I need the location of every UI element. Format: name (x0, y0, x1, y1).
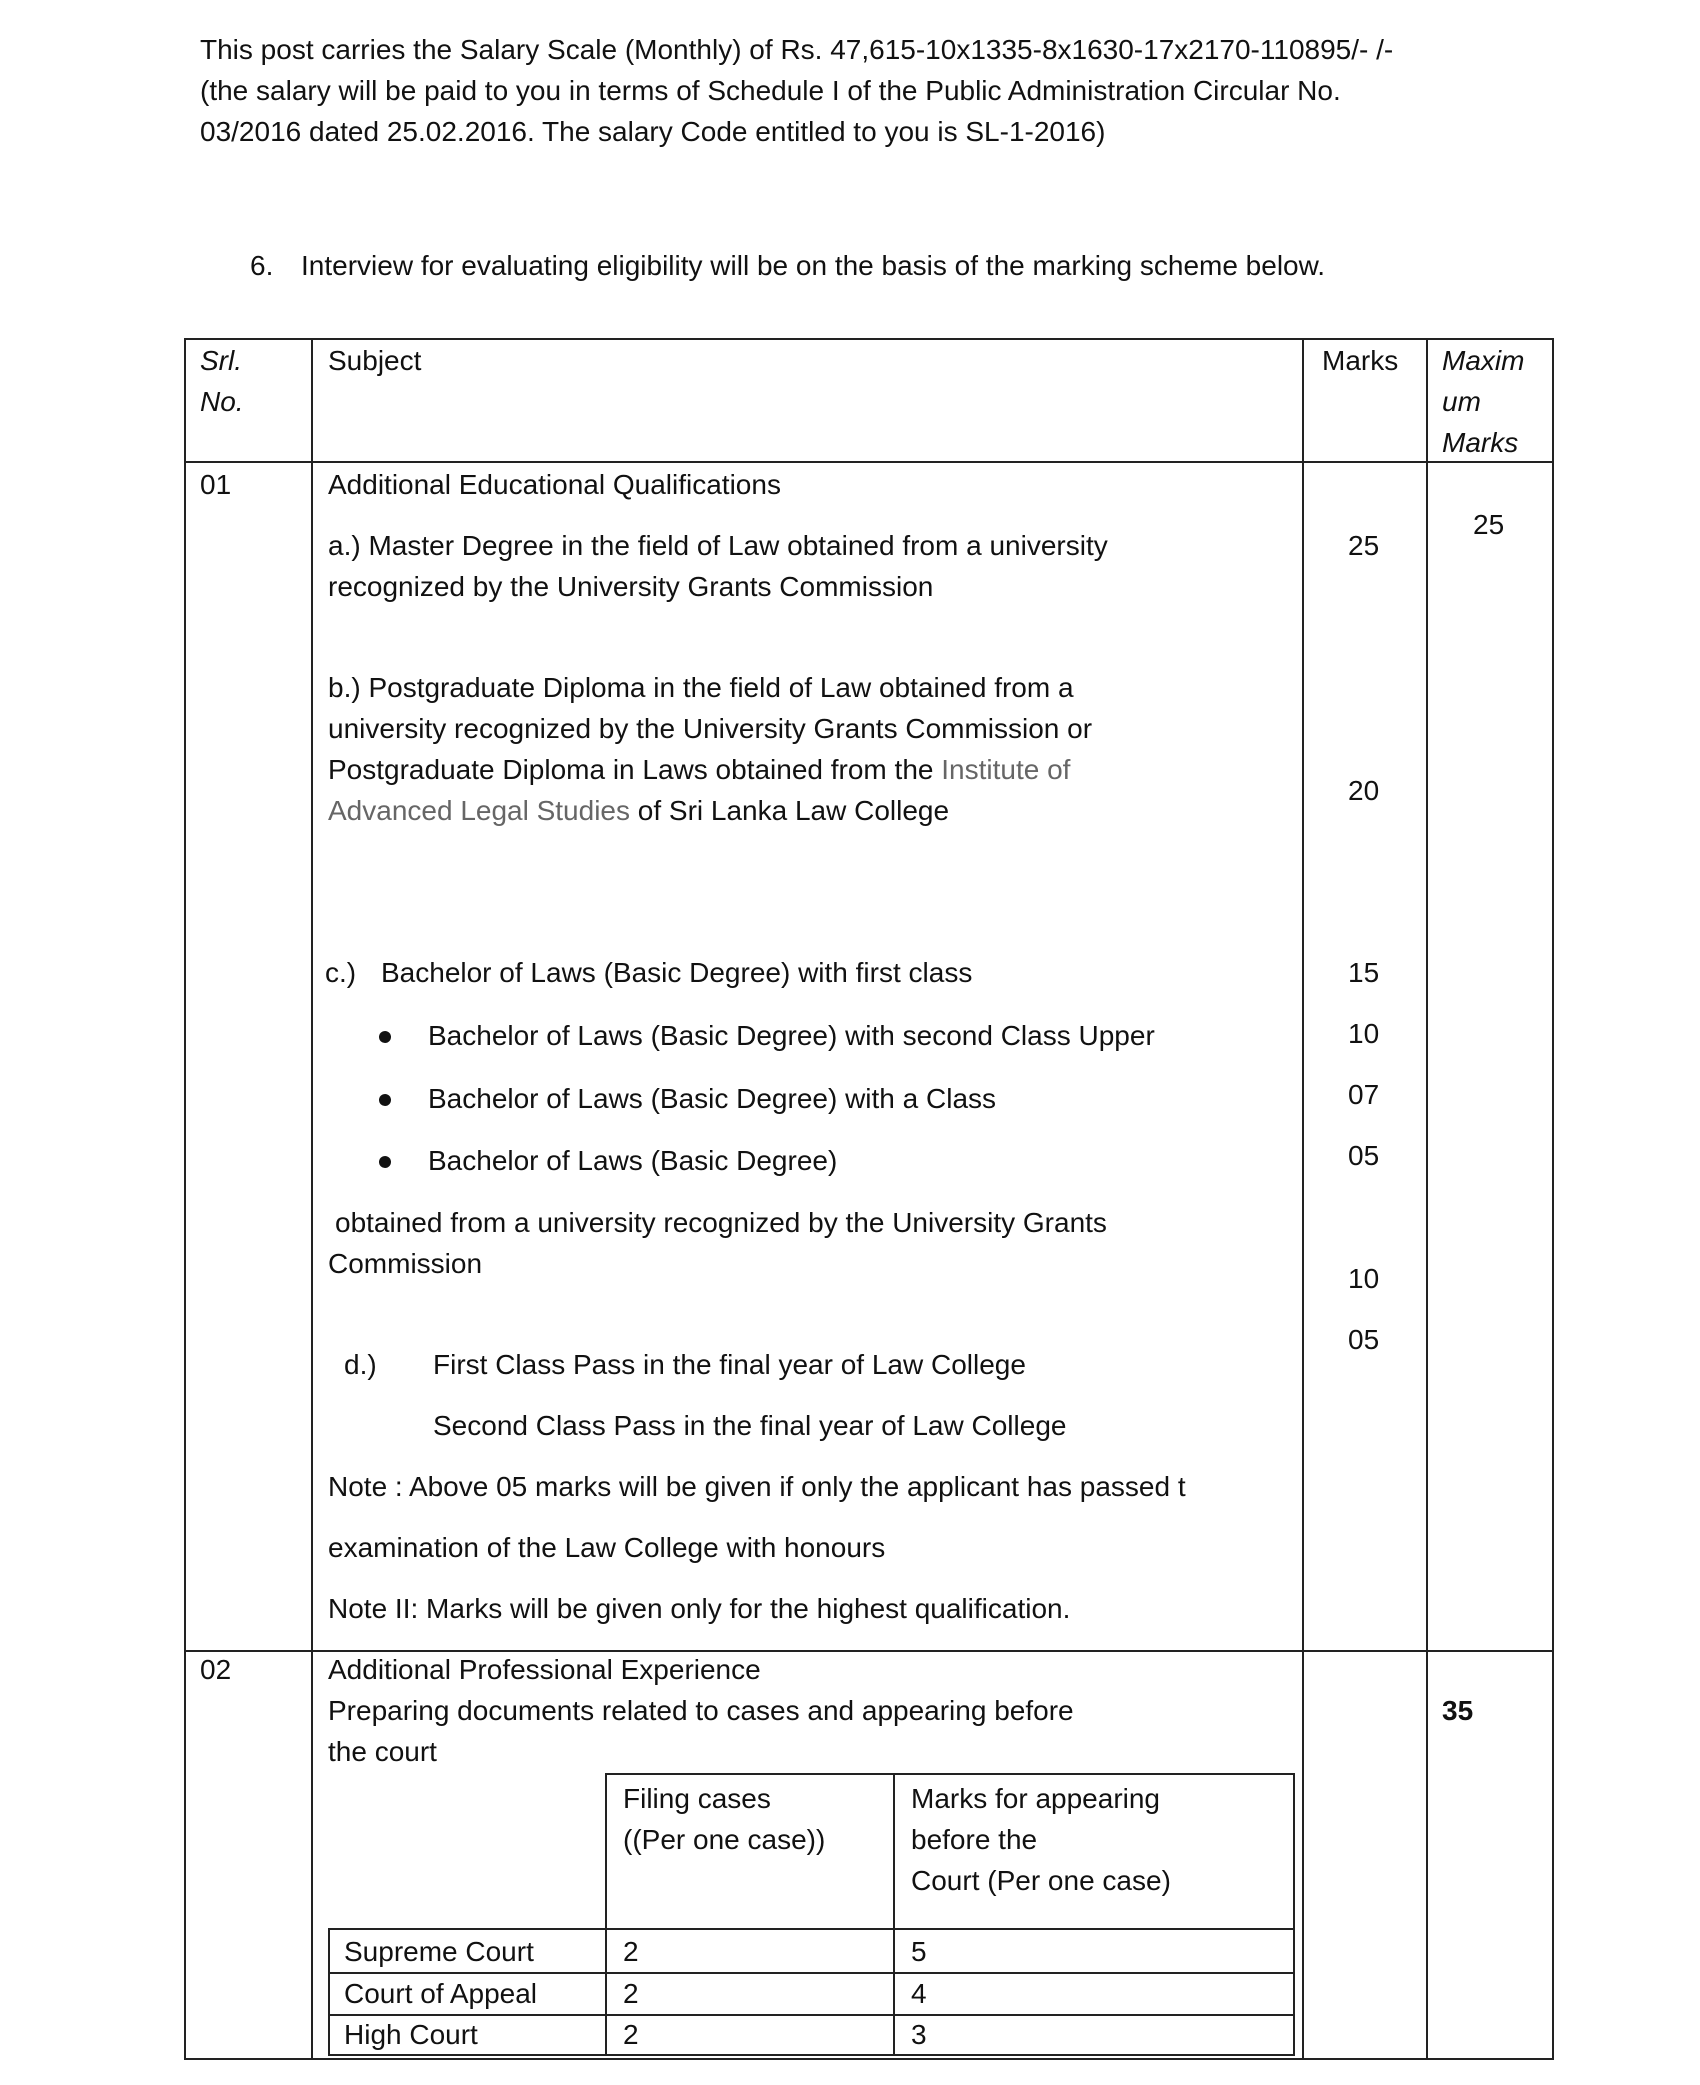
header-max-line1: Maxim (1442, 345, 1525, 376)
row1-c-marks: 15 (1348, 957, 1380, 988)
row2-desc-line1: Preparing documents related to cases and appearing before (328, 1695, 1074, 1726)
inner-border-top (605, 1773, 1295, 1775)
inner-header-filing-line2: ((Per one case)) (623, 1824, 826, 1855)
row1-note2: Note II: Marks will be given only for the highest qualification. (328, 1593, 1071, 1624)
inner-col-divider-1 (605, 1773, 607, 2056)
intro-line-2: (the salary will be paid to you in terms of Schedule I of the Public Administration Circular No. (200, 75, 1341, 106)
row1-max-marks: 25 (1473, 509, 1505, 540)
row1-b-line1: b.) Postgraduate Diploma in the field of Law obtained from a (328, 672, 1074, 703)
bullet-icon (379, 1031, 391, 1043)
table-border-right (1552, 338, 1554, 2060)
row1-b-line3 (328, 750, 1070, 790)
intro-line-1: This post carries the Salary Scale (Monthly) of Rs. 47,615-10x1335-8x1630-17x2170-110895/- /- (200, 34, 1394, 65)
intro-line-3: 03/2016 dated 25.02.2016. The salary Code entitled to you is SL-1-2016) (200, 116, 1106, 147)
row1-srl: 01 (200, 469, 232, 500)
header-subject: Subject (328, 345, 422, 376)
row1-a-marks: 25 (1348, 530, 1380, 561)
row1-c-obtained-line2: Commission (328, 1248, 483, 1279)
row1-note1-line2: examination of the Law College with honours (328, 1532, 886, 1563)
row1-b-line4-text: of Sri Lanka Law College (630, 795, 950, 826)
court-filing-marks: 2 (623, 1978, 639, 2009)
row1-b-line4 (328, 791, 949, 831)
court-name: High Court (344, 2019, 478, 2050)
row1-d-line1: First Class Pass in the final year of Law College (433, 1349, 1026, 1380)
row1-c-bullet-1: Bachelor of Laws (Basic Degree) with second Class Upper (428, 1020, 1155, 1051)
header-srl-line1: Srl. (200, 345, 242, 376)
row2-max-marks: 35 (1442, 1695, 1474, 1726)
row1-c-bullet-2: Bachelor of Laws (Basic Degree) with a Class (428, 1083, 997, 1114)
row1-c-bullet-2-marks: 07 (1348, 1079, 1380, 1110)
court-appearing-marks: 4 (911, 1978, 927, 2009)
court-filing-marks: 2 (623, 2019, 639, 2050)
court-appearing-marks: 3 (911, 2019, 927, 2050)
row1-title: Additional Educational Qualifications (328, 469, 781, 500)
court-name: Court of Appeal (344, 1978, 538, 2009)
table-border-bottom (184, 2058, 1554, 2060)
row2-title: Additional Professional Experience (328, 1654, 761, 1685)
row1-d-marks-1: 10 (1348, 1263, 1380, 1294)
row1-c-bullet-3-marks: 05 (1348, 1140, 1380, 1171)
inner-header-appearing-line2: before the (911, 1824, 1038, 1855)
table-border-top (184, 338, 1554, 340)
table-col-divider-1 (311, 338, 313, 2060)
inner-header-appearing-line3: Court (Per one case) (911, 1865, 1171, 1896)
row2-desc-line2: the court (328, 1736, 437, 1767)
inner-col-divider-2 (893, 1773, 895, 2056)
row1-a-line1: a.) Master Degree in the field of Law obtained from a university (328, 530, 1108, 561)
header-max-line3: Marks (1442, 427, 1519, 458)
header-marks: Marks (1322, 345, 1399, 376)
table-col-divider-3 (1426, 338, 1428, 2060)
bullet-icon (379, 1094, 391, 1106)
row1-a-line2: recognized by the University Grants Commission (328, 571, 934, 602)
row1-c-obtained-line1: obtained from a university recognized by the University Grants (335, 1207, 1107, 1238)
row1-note1-line1: Note : Above 05 marks will be given if only the applicant has passed t (328, 1471, 1186, 1502)
table-border-left (184, 338, 186, 2060)
row1-b-line2: university recognized by the University Grants Commission or (328, 713, 1093, 744)
row1-d-marks-2: 05 (1348, 1324, 1380, 1355)
inner-border-header-bottom (328, 1928, 1295, 1930)
header-max-line2: um (1442, 386, 1481, 417)
institute-name-part1: Institute of (941, 754, 1071, 785)
row2-srl: 02 (200, 1654, 232, 1685)
inner-border-right (1293, 1773, 1295, 2056)
court-filing-marks: 2 (623, 1936, 639, 1967)
bullet-icon (379, 1156, 391, 1168)
table-col-divider-2 (1302, 338, 1304, 2060)
row1-c-bullet-1-marks: 10 (1348, 1018, 1380, 1049)
row1-c-text: Bachelor of Laws (Basic Degree) with first class (381, 957, 973, 988)
court-name: Supreme Court (344, 1936, 534, 1967)
row1-c-label: c.) (325, 957, 357, 988)
inner-border-left (328, 1928, 330, 2056)
table-border-header-bottom (184, 461, 1554, 463)
row1-d-label: d.) (344, 1349, 377, 1380)
row1-b-line3-text: Postgraduate Diploma in Laws obtained from the (328, 754, 942, 785)
row1-b-marks: 20 (1348, 775, 1380, 806)
row1-d-line2: Second Class Pass in the final year of Law College (433, 1410, 1067, 1441)
institute-name-part2: Advanced Legal Studies (328, 795, 630, 826)
row1-c-bullet-3: Bachelor of Laws (Basic Degree) (428, 1145, 838, 1176)
inner-header-appearing-line1: Marks for appearing (911, 1783, 1161, 1814)
inner-header-filing-line1: Filing cases (623, 1783, 771, 1814)
section-heading: Interview for evaluating eligibility will be on the basis of the marking scheme below. (301, 250, 1326, 281)
header-srl-line2: No. (200, 386, 244, 417)
section-number: 6. (250, 250, 274, 281)
court-appearing-marks: 5 (911, 1936, 927, 1967)
